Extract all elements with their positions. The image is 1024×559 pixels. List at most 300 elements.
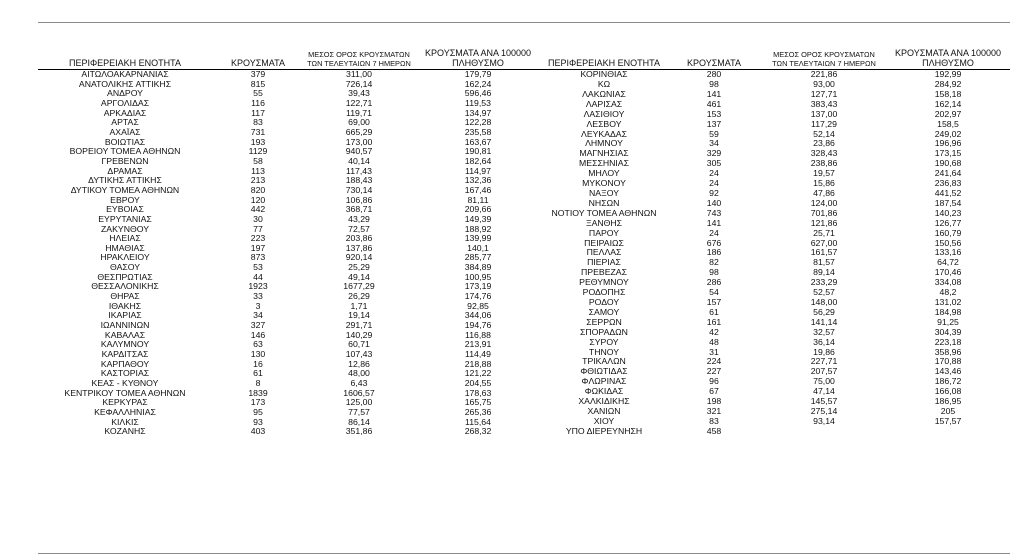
weekly-average-cell: 328,43: [810, 149, 838, 159]
cases-per-100k-cell: 204,55: [464, 379, 492, 388]
weekly-average-cell: 140,29: [345, 330, 373, 340]
table-row: [542, 229, 1010, 239]
region-name-cell: ΜΑΓΝΗΣΙΑΣ: [579, 149, 629, 159]
cases-cell: 95: [253, 407, 263, 417]
weekly-average-cell: 701,86: [810, 208, 838, 218]
cases-cell: 44: [253, 272, 263, 282]
weekly-average-cell: 15,86: [813, 178, 835, 189]
region-name-cell: ΧΑΝΙΩΝ: [587, 406, 621, 416]
table-row: [542, 159, 1010, 169]
cases-cell: 98: [709, 79, 719, 90]
cases-per-100k-cell: 190,81: [464, 147, 492, 157]
region-name-cell: ΚΑΡΔΙΤΣΑΣ: [101, 350, 149, 360]
cases-per-100k-cell: 192,99: [934, 69, 962, 80]
header-cases: ΚΡΟΥΣΜΑΤΑ: [212, 44, 304, 70]
weekly-average-cell: 145,57: [810, 396, 838, 407]
region-name-cell: ΘΑΣΟΥ: [109, 263, 141, 273]
cases-per-100k-cell: 158,18: [934, 89, 962, 99]
weekly-average-cell: 12,86: [348, 359, 370, 369]
weekly-average-cell: 238,86: [810, 159, 838, 169]
region-name-cell: ΛΕΥΚΑΔΑΣ: [581, 129, 627, 139]
header-region: ΠΕΡΙΦΕΡΕΙΑΚΗ ΕΝΟΤΗΤΑ: [38, 44, 212, 70]
cases-cell: 141: [706, 89, 722, 99]
weekly-average-cell: 383,43: [810, 99, 838, 109]
cases-cell: 3: [255, 301, 261, 311]
cases-cell: 82: [709, 258, 719, 268]
region-name-cell: ΔΥΤΙΚΗΣ ΑΤΤΙΚΗΣ: [88, 176, 162, 186]
table-row: [38, 311, 542, 321]
region-name-cell: ΕΒΡΟΥ: [110, 195, 140, 205]
region-name-cell: ΔΥΤΙΚΟΥ ΤΟΜΕΑ ΑΘΗΝΩΝ: [70, 185, 180, 195]
table-row: [38, 215, 542, 225]
region-name-cell: ΕΥΡΥΤΑΝΙΑΣ: [98, 214, 152, 224]
cases-per-100k-cell: 344,06: [464, 311, 492, 321]
cases-per-100k-cell: 170,88: [934, 357, 962, 367]
region-name-cell: ΔΡΑΜΑΣ: [107, 166, 143, 176]
cases-cell: 55: [253, 89, 263, 99]
region-name-cell: ΗΛΕΙΑΣ: [109, 234, 141, 244]
bottom-divider: [38, 553, 1010, 554]
cases-cell: 442: [250, 205, 266, 215]
weekly-average-cell: 119,71: [346, 108, 372, 118]
table-row: [542, 129, 1010, 139]
cases-per-100k-cell: 122,28: [464, 118, 492, 128]
cases-cell: 327: [250, 321, 266, 331]
region-name-cell: ΦΛΩΡΙΝΑΣ: [581, 377, 627, 387]
region-name-cell: ΙΘΑΚΗΣ: [108, 301, 142, 311]
weekly-average-cell: 25,71: [813, 228, 835, 238]
cases-per-100k-cell: 114,49: [465, 350, 491, 360]
table-row: [542, 169, 1010, 179]
weekly-average-cell: 665,29: [345, 127, 373, 137]
cases-per-100k-cell: 186,95: [934, 396, 962, 407]
region-name-cell: ΠΙΕΡΙΑΣ: [587, 258, 621, 268]
region-name-cell: ΜΕΣΣΗΝΙΑΣ: [579, 159, 629, 169]
region-name-cell: ΝΟΤΙΟΥ ΤΟΜΕΑ ΑΘΗΝΩΝ: [551, 208, 657, 218]
cases-cell: 173: [250, 398, 266, 408]
cases-cell: 33: [253, 292, 263, 302]
cases-cell: 16: [253, 359, 263, 369]
table-row: [542, 258, 1010, 268]
header-weekly-average: ΜΕΣΟΣ ΟΡΟΣ ΚΡΟΥΣΜΑΤΩΝ ΤΩΝ ΤΕΛΕΥΤΑΙΩΝ 7 ΗΜΕΡΩΝ: [304, 44, 414, 70]
table-row: [542, 377, 1010, 387]
cases-cell: 379: [250, 69, 266, 79]
cases-cell: 117: [251, 108, 265, 118]
cases-cell: 83: [253, 118, 263, 128]
table-row: [38, 398, 542, 408]
table-row: [38, 157, 542, 167]
cases-cell: 31: [709, 347, 719, 357]
cases-cell: 153: [706, 109, 722, 119]
top-divider: [38, 22, 1010, 23]
cases-per-100k-cell: 268,32: [464, 427, 492, 437]
region-name-cell: ΑΝΔΡΟΥ: [107, 89, 143, 99]
cases-cell: 305: [706, 159, 722, 169]
table-row: [38, 147, 542, 157]
weekly-average-cell: 627,00: [810, 238, 838, 248]
weekly-average-cell: 75,00: [813, 377, 835, 387]
table-row: [38, 273, 542, 283]
cases-per-100k-cell: 218,88: [464, 359, 492, 369]
cases-cell: 403: [250, 427, 266, 437]
region-name-cell: ΑΡΤΑΣ: [111, 118, 139, 128]
weekly-average-cell: 72,57: [348, 224, 370, 234]
cases-cell: 130: [250, 350, 266, 360]
cases-per-100k-cell: 132,36: [464, 176, 492, 186]
cases-cell: 213: [250, 176, 266, 186]
weekly-average-cell: 125,00: [345, 398, 373, 408]
table-row: [38, 379, 542, 389]
weekly-average-cell: 48,00: [348, 369, 370, 379]
cases-per-100k-cell: 223,18: [934, 337, 962, 347]
weekly-average-cell: 23,86: [813, 139, 835, 149]
cases-per-100k-cell: 194,76: [464, 321, 492, 331]
cases-cell: 137: [706, 119, 722, 129]
cases-cell: 321: [706, 406, 722, 416]
table-row: [542, 189, 1010, 199]
cases-cell: 61: [709, 307, 719, 317]
weekly-average-cell: 93,00: [813, 79, 835, 90]
cases-per-100k-cell: 64,72: [937, 258, 959, 268]
region-name-cell: ΜΗΛΟΥ: [588, 169, 620, 179]
region-name-cell: ΠΑΡΟΥ: [588, 228, 620, 238]
cases-per-100k-cell: 160,79: [934, 228, 962, 238]
region-name-cell: ΚΕΑΣ - ΚΥΘΝΟΥ: [91, 379, 159, 388]
cases-per-100k-cell: 209,66: [464, 205, 492, 215]
cases-cell: 161: [706, 317, 722, 327]
cases-per-100k-cell: 92,85: [467, 301, 489, 311]
region-name-cell: ΦΩΚΙΔΑΣ: [584, 387, 624, 397]
table-row: [542, 248, 1010, 258]
weekly-average-cell: 148,00: [810, 297, 838, 307]
table-header-row: [38, 44, 542, 70]
table-row: [38, 418, 542, 428]
cases-per-100k-cell: 358,96: [934, 347, 962, 357]
cases-cell: 224: [706, 357, 722, 367]
region-name-cell: ΑΡΓΟΛΙΔΑΣ: [100, 98, 150, 108]
cases-cell: 58: [253, 156, 263, 166]
cases-cell: 141: [706, 218, 722, 228]
table-row: [38, 99, 542, 109]
cases-per-100k-cell: 441,52: [934, 188, 962, 199]
cases-per-100k-cell: 249,02: [934, 129, 962, 139]
weekly-average-cell: 121,86: [810, 218, 838, 228]
cases-per-100k-cell: 139,99: [464, 234, 492, 244]
cases-per-100k-cell: 149,39: [464, 214, 492, 224]
region-name-cell: ΑΙΤΩΛΟΑΚΑΡΝΑΝΙΑΣ: [81, 69, 169, 79]
cases-per-100k-cell: 596,46: [464, 89, 492, 99]
cases-per-100k-cell: 304,39: [934, 327, 962, 337]
weekly-average-cell: 49,14: [348, 272, 370, 282]
table-row: [542, 328, 1010, 338]
weekly-average-cell: 56,29: [813, 307, 835, 317]
region-name-cell: ΙΚΑΡΙΑΣ: [108, 311, 142, 321]
cases-per-100k-cell: 178,63: [464, 388, 492, 398]
cases-per-100k-cell: 173,19: [464, 282, 492, 292]
table-row: [542, 268, 1010, 278]
cases-per-100k-cell: 81,11: [467, 195, 489, 205]
cases-per-100k-cell: 116,88: [465, 330, 491, 340]
weekly-average-cell: 89,14: [813, 268, 835, 278]
cases-cell: 1923: [248, 282, 268, 292]
weekly-average-cell: 77,57: [348, 407, 370, 417]
cases-per-100k-cell: 140,1: [467, 243, 489, 253]
table-row: [38, 138, 542, 148]
region-name-cell: ΚΟΡΙΝΘΙΑΣ: [580, 69, 628, 80]
table-row: [542, 80, 1010, 90]
cases-cell: 1129: [248, 147, 268, 157]
table-row: [542, 219, 1010, 229]
cases-per-100k-cell: 284,92: [934, 79, 962, 90]
table-row: [38, 244, 542, 254]
weekly-average-cell: 36,14: [813, 337, 835, 347]
weekly-average-cell: 141,14: [810, 317, 838, 327]
cases-per-100k-cell: 91,25: [937, 317, 959, 327]
table-row: [38, 70, 542, 80]
weekly-average-cell: 60,71: [348, 340, 370, 350]
cases-per-100k-cell: 188,92: [464, 224, 492, 234]
cases-tables: [38, 44, 1010, 437]
weekly-average-cell: 127,71: [810, 89, 838, 99]
weekly-average-cell: 940,57: [345, 147, 373, 157]
cases-cell: 8: [255, 379, 261, 388]
cases-per-100k-cell: 182,64: [464, 156, 492, 166]
weekly-average-cell: 19,86: [813, 347, 835, 357]
region-name-cell: ΛΗΜΝΟΥ: [585, 139, 623, 149]
weekly-average-cell: 203,86: [345, 234, 373, 244]
weekly-average-cell: 86,14: [348, 417, 370, 427]
cases-per-100k-cell: 265,36: [464, 407, 492, 417]
table-row: [542, 308, 1010, 318]
cases-cell: 34: [709, 139, 719, 149]
table-row: [38, 292, 542, 302]
cases-per-100k-cell: 173,15: [934, 149, 962, 159]
weekly-average-cell: 106,86: [345, 195, 373, 205]
table-row: [38, 225, 542, 235]
cases-cell: 157: [706, 297, 722, 307]
region-name-cell: ΤΗΝΟΥ: [588, 347, 620, 357]
cases-cell: 24: [709, 228, 719, 238]
cases-cell: 67: [709, 387, 719, 397]
cases-per-100k-cell: 162,14: [934, 99, 962, 109]
table-row: [38, 253, 542, 263]
cases-cell: 458: [706, 426, 722, 436]
table-row: [542, 417, 1010, 427]
cases-cell: 461: [706, 99, 722, 109]
table-row: [542, 90, 1010, 100]
region-name-cell: ΤΡΙΚΑΛΩΝ: [582, 357, 626, 367]
cases-cell: 186: [706, 248, 722, 258]
cases-per-100k-cell: 166,08: [934, 387, 962, 397]
weekly-average-cell: 6,43: [350, 379, 368, 388]
cases-cell: 63: [253, 340, 263, 350]
region-name-cell: ΛΑΡΙΣΑΣ: [585, 99, 623, 109]
region-name-cell: ΣΠΟΡΑΔΩΝ: [580, 327, 628, 337]
region-name-cell: ΚΑΡΠΑΘΟΥ: [100, 359, 150, 369]
cases-per-100k-cell: 190,68: [934, 159, 962, 169]
cases-per-100k-cell: 48,2: [939, 287, 957, 298]
cases-per-100k-cell: 157,57: [934, 416, 962, 426]
weekly-average-cell: 311,00: [346, 69, 372, 79]
cases-per-100k-cell: 236,83: [934, 178, 962, 189]
region-name-cell: ΑΧΑΪΑΣ: [109, 127, 141, 137]
cases-cell: 53: [253, 263, 263, 273]
table-row: [38, 234, 542, 244]
cases-cell: 146: [250, 330, 266, 340]
cases-per-100k-cell: 235,58: [464, 127, 492, 137]
cases-cell: 731: [250, 127, 266, 137]
weekly-average-cell: 207,57: [810, 367, 838, 377]
cases-cell: 1839: [248, 388, 268, 398]
cases-cell: 197: [250, 243, 266, 253]
weekly-average-cell: 221,86: [810, 69, 838, 80]
header-cases-per-100k: ΚΡΟΥΣΜΑΤΑ ΑΝΑ 100000 ΠΛΗΘΥΣΜΟ: [414, 44, 542, 70]
cases-cell: 54: [709, 287, 719, 298]
header-region: ΠΕΡΙΦΕΡΕΙΑΚΗ ΕΝΟΤΗΤΑ: [542, 44, 666, 70]
table-row: [542, 387, 1010, 397]
cases-cell: 42: [709, 327, 719, 337]
table-row: [38, 282, 542, 292]
table-row: [38, 302, 542, 312]
table-row: [38, 167, 542, 177]
weekly-average-cell: 1677,29: [343, 282, 375, 292]
cases-per-100k-cell: 174,76: [464, 292, 492, 302]
region-name-cell: ΚΙΛΚΙΣ: [111, 417, 139, 427]
cases-per-100k-cell: 162,24: [464, 79, 492, 89]
table-row: [38, 369, 542, 379]
cases-cell: 198: [706, 396, 722, 407]
table-row: [38, 331, 542, 341]
region-name-cell: ΚΕΝΤΡΙΚΟΥ ΤΟΜΕΑ ΑΘΗΝΩΝ: [64, 388, 186, 398]
weekly-average-cell: 93,14: [813, 416, 835, 426]
cases-per-100k-cell: 184,98: [934, 307, 962, 317]
cases-per-100k-cell: 179,79: [464, 69, 492, 79]
cases-table-right: [542, 44, 1010, 437]
table-row: [38, 109, 542, 119]
cases-per-100k-cell: 213,91: [464, 340, 492, 350]
region-name-cell: ΓΡΕΒΕΝΩΝ: [101, 156, 149, 166]
cases-per-100k-cell: 163,67: [464, 137, 492, 147]
table-row: [38, 340, 542, 350]
region-name-cell: ΚΑΛΥΜΝΟΥ: [100, 340, 150, 350]
table-row: [38, 350, 542, 360]
cases-per-100k-cell: [886, 427, 1010, 437]
region-name-cell: ΗΜΑΘΙΑΣ: [105, 243, 145, 253]
weekly-average-cell: 124,00: [810, 198, 838, 208]
cases-cell: 61: [253, 369, 263, 379]
weekly-average-cell: 19,57: [813, 169, 835, 179]
region-name-cell: ΑΡΚΑΔΙΑΣ: [103, 108, 147, 118]
cases-cell: 743: [706, 208, 722, 218]
weekly-average-cell: 233,29: [810, 278, 838, 288]
weekly-average-cell: 52,14: [813, 129, 835, 139]
cases-cell: 48: [709, 337, 719, 347]
table-row: [38, 321, 542, 331]
weekly-average-cell: 122,71: [345, 98, 373, 108]
region-name-cell: ΠΕΙΡΑΙΩΣ: [584, 238, 624, 248]
region-name-cell: ΦΘΙΩΤΙΔΑΣ: [580, 367, 628, 377]
region-name-cell: ΚΑΒΑΛΑΣ: [104, 330, 146, 340]
table-row: [38, 118, 542, 128]
table-row: [542, 238, 1010, 248]
cases-cell: 280: [706, 69, 722, 80]
cases-cell: 140: [706, 198, 722, 208]
cases-per-100k-cell: 241,64: [934, 169, 962, 179]
region-name-cell: ΑΝΑΤΟΛΙΚΗΣ ΑΤΤΙΚΗΣ: [78, 79, 172, 89]
cases-per-100k-cell: 196,96: [934, 139, 962, 149]
header-cases-per-100k: ΚΡΟΥΣΜΑΤΑ ΑΝΑ 100000 ΠΛΗΘΥΣΜΟ: [886, 44, 1010, 70]
weekly-average-cell: 726,14: [345, 79, 373, 89]
weekly-average-cell: 117,29: [811, 119, 837, 129]
table-row: [38, 389, 542, 399]
table-row: [542, 318, 1010, 328]
cases-per-100k-cell: 114,97: [465, 166, 491, 176]
table-row: [38, 176, 542, 186]
cases-per-100k-cell: 202,97: [934, 109, 962, 119]
region-name-cell: ΚΑΣΤΟΡΙΑΣ: [100, 369, 150, 379]
weekly-average-cell: 47,86: [813, 188, 835, 199]
weekly-average-cell: 137,86: [345, 243, 373, 253]
cases-per-100k-cell: 121,22: [464, 369, 492, 379]
cases-cell: 676: [706, 238, 722, 248]
cases-cell: 24: [709, 169, 719, 179]
table-body: [38, 70, 542, 437]
cases-per-100k-cell: 187,54: [934, 198, 962, 208]
region-name-cell: ΠΕΛΛΑΣ: [586, 248, 622, 258]
weekly-average-cell: 368,71: [345, 205, 373, 215]
weekly-average-cell: 275,14: [810, 406, 838, 416]
weekly-average-cell: 40,14: [348, 156, 370, 166]
table-row: [38, 80, 542, 90]
weekly-average-cell: 161,57: [810, 248, 838, 258]
table-row: [38, 408, 542, 418]
cases-per-100k-cell: 134,97: [464, 108, 492, 118]
cases-cell: 92: [709, 188, 719, 199]
region-name-cell: ΡΕΘΥΜΝΟΥ: [579, 278, 629, 288]
cases-cell: 24: [709, 178, 719, 189]
weekly-average-cell: 81,57: [813, 258, 835, 268]
table-row: [542, 347, 1010, 357]
table-row: [542, 209, 1010, 219]
region-name-cell: ΠΡΕΒΕΖΑΣ: [581, 268, 627, 278]
cases-per-100k-cell: 205: [940, 406, 956, 416]
weekly-average-cell: [762, 427, 886, 437]
region-name-cell: ΘΗΡΑΣ: [110, 292, 140, 302]
cases-per-100k-cell: 140,23: [934, 208, 962, 218]
table-row: [38, 427, 542, 437]
weekly-average-cell: 32,57: [813, 327, 835, 337]
cases-cell: 98: [709, 268, 719, 278]
region-name-cell: ΧΙΟΥ: [593, 416, 615, 426]
cases-per-100k-cell: 143,46: [934, 367, 962, 377]
table-body: [542, 70, 1010, 437]
cases-cell: 227: [706, 367, 722, 377]
table-header-row: [542, 44, 1010, 70]
table-row: [542, 298, 1010, 308]
table-row: [542, 278, 1010, 288]
region-name-cell: ΣΥΡΟΥ: [589, 337, 619, 347]
table-row: [542, 427, 1010, 437]
cases-cell: 873: [250, 253, 266, 263]
region-name-cell: ΘΕΣΠΡΩΤΙΑΣ: [97, 272, 153, 282]
table-row: [542, 110, 1010, 120]
table-row: [38, 186, 542, 196]
header-weekly-average: ΜΕΣΟΣ ΟΡΟΣ ΚΡΟΥΣΜΑΤΩΝ ΤΩΝ ΤΕΛΕΥΤΑΙΩΝ 7 ΗΜΕΡΩΝ: [762, 44, 886, 70]
region-name-cell: ΝΑΞΟΥ: [589, 188, 619, 199]
table-row: [38, 89, 542, 99]
weekly-average-cell: 117,43: [346, 166, 372, 176]
region-name-cell: ΚΕΡΚΥΡΑΣ: [102, 398, 148, 408]
